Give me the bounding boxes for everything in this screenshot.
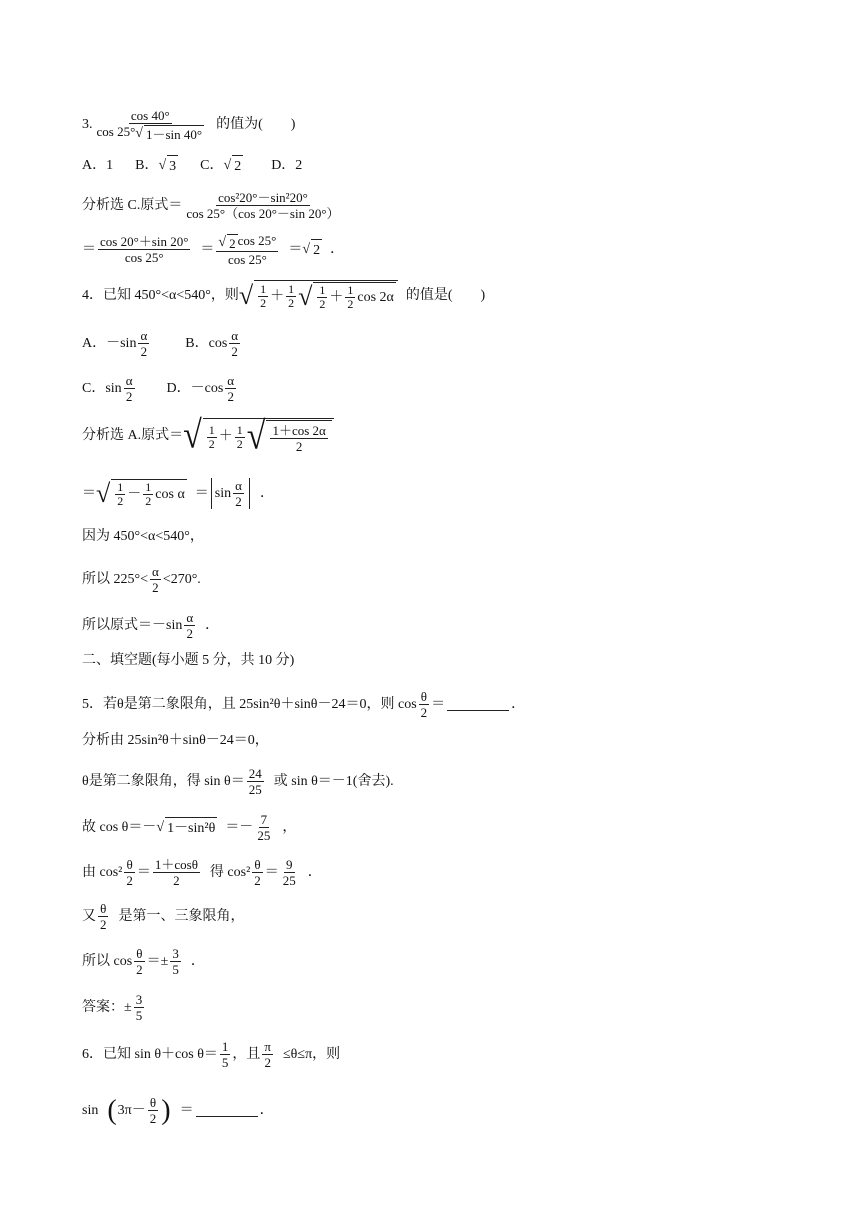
q4-stem: 4．已知 450°<α<540°，则 √ $\frac{1}{2}$ ＋ $\frac{1}{2}$ √ $\frac{1}{2}$ ＋ $\frac{1}{2}$ cos 2α 的值是( ) — [82, 280, 486, 311]
q4-analysis-1: 分析选 A.原式＝ √ $\frac{1}{2}$ ＋ $\frac{1}{2}$ √ $\frac{1+\cos 2\alpha}{2}$ — [82, 418, 334, 454]
absolute-value: sin $\frac{\alpha}{2}$ — [211, 478, 250, 509]
q3-fraction: cos 40° cos 25° √ 1－sin 40° — [96, 108, 203, 142]
sqrt-inner: √ $\frac{1}{2}$ ＋ $\frac{1}{2}$ cos 2α — [298, 281, 394, 311]
q5-analysis-1: 分析由 25sin²θ＋sinθ－24＝0， — [82, 733, 269, 748]
option-a: A．－sin — [82, 335, 137, 351]
sqrt: √ 2 — [302, 239, 322, 261]
left-paren: ( — [107, 1094, 117, 1126]
option-c: C． — [200, 158, 224, 173]
q5-analysis-4: 由 cos² $\frac{\theta}{2}$ ＝ $\frac{1+\cos\theta}{2}$ 得 cos² $\frac{\theta}{2}$ ＝ $\frac{9}{25}$ ． — [82, 857, 322, 888]
option-d: D．2 — [271, 158, 303, 173]
q6-stem-2: sin ( 3π－ $\frac{\theta}{2}$ ) ＝ ． — [82, 1094, 274, 1126]
q3-stem: 3. cos 40° cos 25° √ 1－sin 40° 的值为( ) — [82, 108, 296, 142]
q4-options-cd: C．sin $\frac{\alpha}{2}$ D．－cos $\frac{\alpha}{2}$ — [82, 373, 235, 404]
q3-analysis-2: ＝ $\frac{\cos 20^\circ+\sin 20^\circ}{\cos 25^\circ}$ ＝ √ 2 cos 25° cos 25° ＝ √ 2 ． — [82, 233, 345, 267]
fraction: √ 2 cos 25° cos 25° — [218, 233, 277, 267]
q4-because: 因为 450°<α<540°， — [82, 529, 204, 544]
answer-blank — [196, 1104, 258, 1117]
sqrt: √ 3 — [158, 155, 178, 177]
sqrt: √ $\frac{1}{2}$ － $\frac{1}{2}$ cos α — [96, 478, 185, 508]
option-b: B．cos — [185, 335, 228, 351]
sqrt: √ 2 — [224, 155, 244, 177]
sqrt: √ 1－sin²θ — [156, 817, 217, 839]
q5-analysis-5: 又 $\frac{\theta}{2}$ 是第一、三象限角， — [82, 901, 245, 932]
q5-analysis-6: 所以 cos $\frac{\theta}{2}$ ＝± $\frac{3}{5}$ ． — [82, 946, 205, 977]
sqrt: √ 1－sin 40° — [135, 125, 203, 142]
q5-stem: 5．若θ是第二象限角，且 25sin²θ＋sinθ－24＝0，则 cos $\frac{\theta}{2}$ ＝ ． — [82, 689, 526, 720]
q4-so-2: 所以原式＝－sin $\frac{\alpha}{2}$ ． — [82, 610, 220, 641]
q6-stem-1: 6．已知 sin θ＋cos θ＝ $\frac{1}{5}$ ，且 $\frac{\pi}{2}$ ≤θ≤π，则 — [82, 1039, 341, 1070]
question-number: 3. — [82, 116, 93, 132]
q3-options — [82, 155, 302, 177]
option-b: B． — [135, 158, 159, 173]
q5-analysis-2: θ是第二象限角，得 sin θ＝ $\frac{24}{25}$ 或 sin θ＝－1(舍去). — [82, 766, 394, 797]
q5-analysis-3: 故 cos θ＝－ √ 1－sin²θ ＝－ $\frac{7}{25}$ ， — [82, 812, 297, 843]
sqrt-outer: √ $\frac{1}{2}$ ＋ $\frac{1}{2}$ √ $\frac{1+\cos 2\alpha}{2}$ — [183, 418, 334, 454]
section-heading: 二、填空题(每小题 5 分，共 10 分) — [82, 653, 295, 668]
sqrt-outer: √ $\frac{1}{2}$ ＋ $\frac{1}{2}$ √ $\frac{1}{2}$ ＋ $\frac{1}{2}$ cos 2α — [239, 280, 398, 311]
sqrt-inner: √ $\frac{1+\cos 2\alpha}{2}$ — [247, 420, 332, 454]
q5-answer: 答案：± $\frac{3}{5}$ — [82, 992, 143, 1023]
option-a: A．1 — [82, 158, 114, 173]
fraction: $\frac{\text{cos²20°－sin²20°}}{\cos 25^\circ(\cos 20^\circ-\sin 20^\circ)}$ — [186, 190, 340, 221]
answer-blank — [447, 698, 509, 711]
option-d: D．－cos — [166, 380, 224, 396]
q4-options-ab: A．－sin $\frac{\alpha}{2}$ B．cos $\frac{\alpha}{2}$ — [82, 328, 239, 359]
q4-so-1: 所以 225°< $\frac{\alpha}{2}$ <270°. — [82, 564, 201, 595]
sqrt: √ 2 — [218, 234, 236, 251]
right-paren: ) — [161, 1094, 171, 1126]
q3-analysis-1: 分析选 C.原式＝ $\frac{\text{cos²20°－sin²20°}}{\cos 25^\circ(\cos 20^\circ-\sin 20^\circ)}$ — [82, 190, 340, 221]
option-c: C．sin — [82, 380, 122, 396]
q4-analysis-2: ＝ √ $\frac{1}{2}$ － $\frac{1}{2}$ cos α ＝ sin $\frac{\alpha}{2}$ ． — [82, 478, 274, 509]
fraction: $\frac{\cos 20^\circ+\sin 20^\circ}{\cos 25^\circ}$ — [100, 234, 189, 266]
